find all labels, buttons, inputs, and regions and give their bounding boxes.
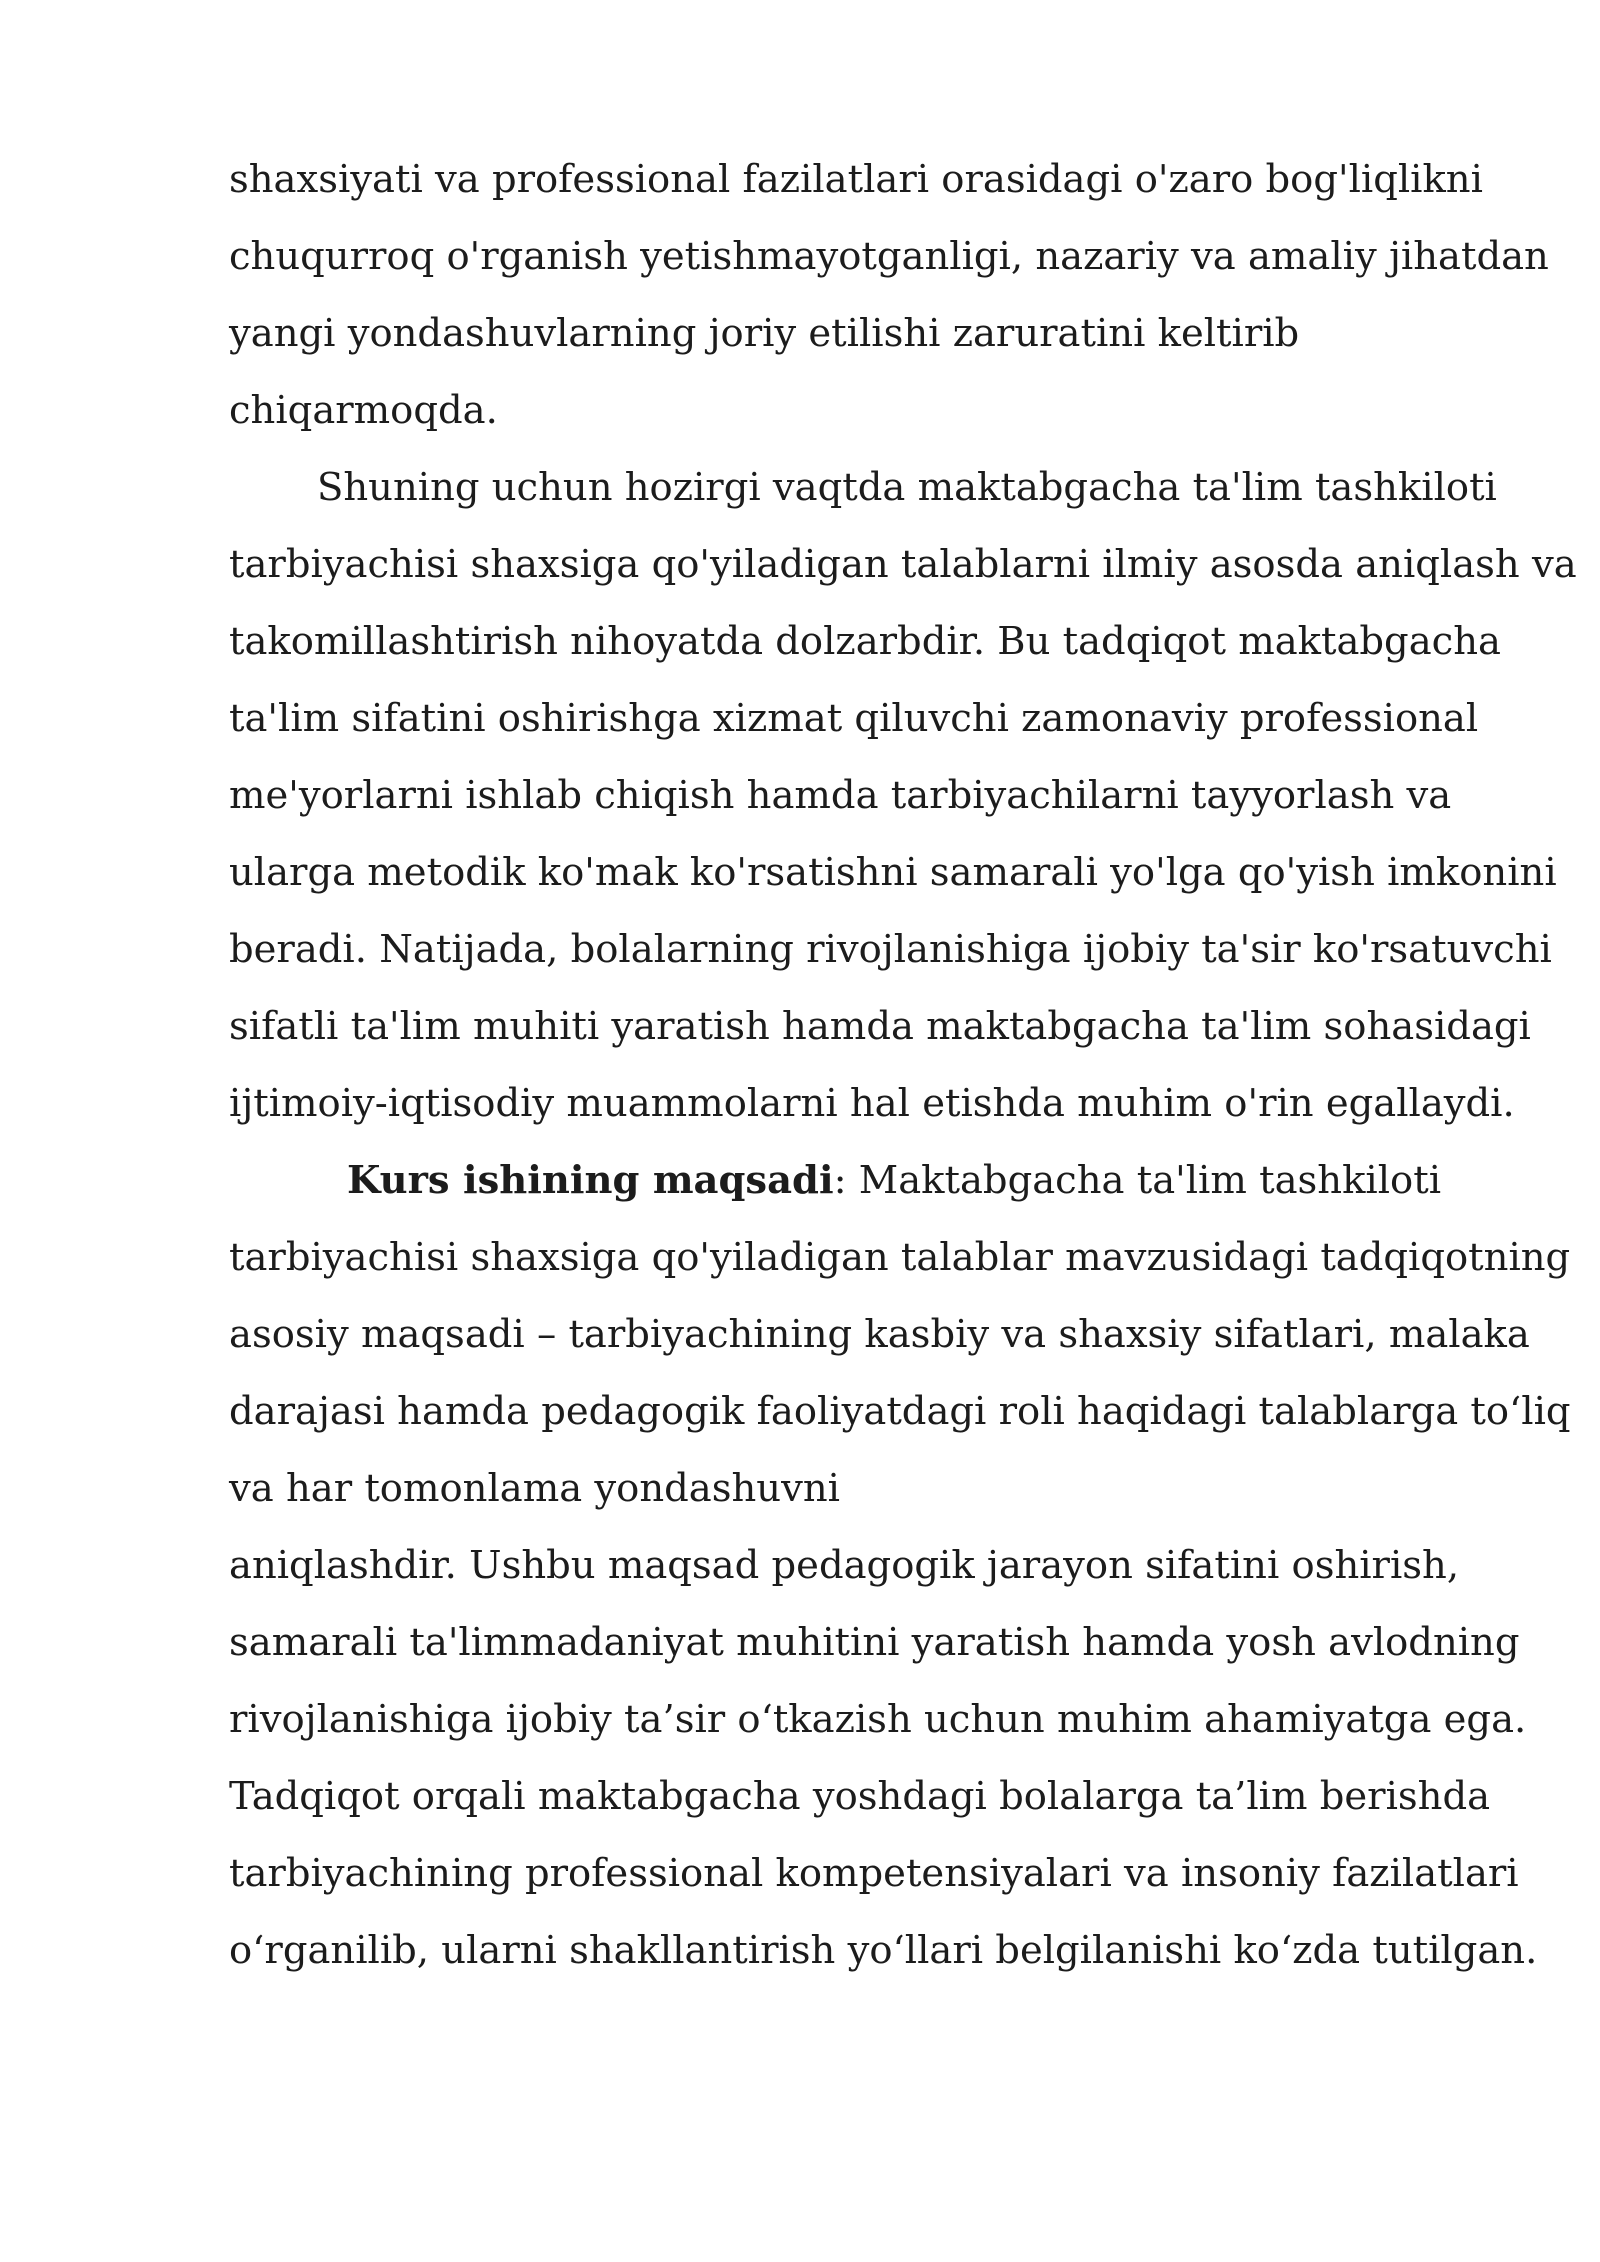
- text-line: samarali ta'limmadaniyat muhitini yaratish hamda yosh avlodning: [229, 1620, 1520, 1665]
- text-line: ijtimoiy-iqtisodiy muammolarni hal etishda muhim o'rin egallaydi.: [229, 1081, 1515, 1126]
- text-line: darajasi hamda pedagogik faoliyatdagi roli haqidagi talablarga to‘liq: [229, 1389, 1571, 1434]
- text-line: ta'lim sifatini oshirishga xizmat qiluvchi zamonaviy professional: [229, 696, 1479, 741]
- body-text: [229, 148, 1577, 1996]
- text-line: Tadqiqot orqali maktabgacha yoshdagi bolalarga ta’lim berishda: [229, 1774, 1491, 1819]
- paragraph-first-line: Shuning uchun hozirgi vaqtda maktabgacha ta'lim tashkiloti: [317, 465, 1497, 510]
- text-line: aniqlashdir. Ushbu maqsad pedagogik jarayon sifatini oshirish,: [229, 1543, 1460, 1588]
- text-line: asosiy maqsadi – tarbiyachining kasbiy va shaxsiy sifatlari, malaka: [229, 1312, 1530, 1357]
- goal-first-line-text: : Maktabgacha ta'lim tashkiloti: [833, 1158, 1442, 1203]
- text-line: chuqurroq o'rganish yetishmayotganligi, nazariy va amaliy jihatdan: [229, 234, 1549, 279]
- text-line: tarbiyachisi shaxsiga qo'yiladigan talablar mavzusidagi tadqiqotning: [229, 1235, 1571, 1280]
- goal-first-line: [229, 1149, 1529, 1226]
- text-line: o‘rganilib, ularni shakllantirish yo‘llari belgilanishi ko‘zda tutilgan.: [229, 1928, 1538, 1973]
- goal-heading: Kurs ishining maqsadi: [347, 1158, 834, 1203]
- text-line: takomillashtirish nihoyatda dolzarbdir. Bu tadqiqot maktabgacha: [229, 619, 1501, 664]
- text-line: sifatli ta'lim muhiti yaratish hamda maktabgacha ta'lim sohasidagi: [229, 1004, 1531, 1049]
- text-line: chiqarmoqda.: [229, 388, 498, 433]
- text-line: yangi yondashuvlarning joriy etilishi zaruratini keltirib: [229, 311, 1300, 356]
- text-line: ularga metodik ko'mak ko'rsatishni samarali yo'lga qo'yish imkonini: [229, 850, 1557, 895]
- text-line: rivojlanishiga ijobiy ta’sir o‘tkazish uchun muhim ahamiyatga ega.: [229, 1697, 1527, 1742]
- text-line: beradi. Natijada, bolalarning rivojlanishiga ijobiy ta'sir ko'rsatuvchi: [229, 927, 1552, 972]
- text-line: shaxsiyati va professional fazilatlari orasidagi o'zaro bog'liqlikni: [229, 157, 1483, 202]
- text-line: tarbiyachining professional kompetensiyalari va insoniy fazilatlari: [229, 1851, 1519, 1896]
- text-line: va har tomonlama yondashuvni: [229, 1466, 840, 1511]
- text-line: me'yorlarni ishlab chiqish hamda tarbiyachilarni tayyorlash va: [229, 773, 1452, 818]
- text-line: tarbiyachisi shaxsiga qo'yiladigan talablarni ilmiy asosda aniqlash va: [229, 542, 1577, 587]
